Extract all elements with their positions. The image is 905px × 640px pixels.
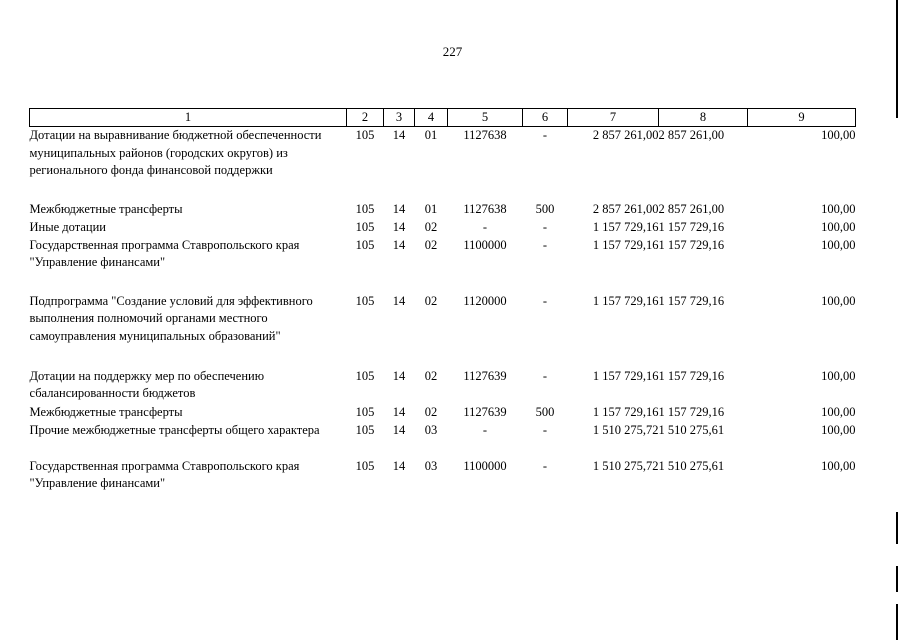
table-header bbox=[30, 109, 856, 127]
row-name: Прочие межбюджетные трансферты общего характера bbox=[29, 422, 320, 437]
header-col-8: 8 bbox=[659, 109, 748, 127]
page-number-text: 227 bbox=[442, 44, 463, 59]
row-code-section: 14 bbox=[392, 237, 406, 252]
row-planned: 1 157 729,16 bbox=[592, 293, 659, 308]
row-planned: 1 157 729,16 bbox=[592, 404, 659, 419]
row-code-target: 1127639 bbox=[463, 404, 507, 419]
row-code-section: 14 bbox=[392, 404, 406, 419]
table-row bbox=[30, 201, 856, 219]
row-code-subsection: 02 bbox=[424, 404, 438, 419]
row-code-subsection: 02 bbox=[424, 293, 438, 308]
row-percent: 100,00 bbox=[821, 237, 856, 252]
row-code-expense-type: - bbox=[542, 237, 548, 252]
row-code-ministry: 105 bbox=[355, 404, 375, 419]
header-col-9: 9 bbox=[748, 109, 856, 127]
row-planned: 1 157 729,16 bbox=[592, 219, 659, 234]
scan-edge-mark bbox=[896, 0, 898, 118]
scan-edge-mark bbox=[896, 566, 898, 592]
row-name: Подпрограмма "Создание условий для эффективного выполнения полномочий органами местного самоуправления муниципальных образований" bbox=[29, 293, 313, 343]
row-executed: 1 510 275,61 bbox=[658, 422, 725, 437]
row-code-expense-type: 500 bbox=[535, 201, 555, 216]
row-executed: 2 857 261,00 bbox=[658, 201, 725, 216]
row-code-target: - bbox=[482, 422, 488, 437]
page-number bbox=[0, 44, 905, 60]
row-code-expense-type: - bbox=[542, 128, 548, 142]
row-name: Государственная программа Ставропольского края "Управление финансами" bbox=[29, 458, 300, 490]
row-percent: 100,00 bbox=[821, 458, 856, 473]
row-code-section: 14 bbox=[392, 458, 406, 473]
table-body bbox=[30, 127, 856, 494]
row-code-ministry: 105 bbox=[355, 422, 375, 437]
row-name: Дотации на поддержку мер по обеспечению сбалансированности бюджетов bbox=[29, 368, 265, 400]
header-col-6: 6 bbox=[523, 109, 568, 127]
row-executed: 1 157 729,16 bbox=[658, 219, 725, 234]
row-executed: 1 157 729,16 bbox=[658, 293, 725, 308]
table-row bbox=[30, 237, 856, 293]
row-code-subsection: 01 bbox=[424, 201, 438, 216]
row-planned: 1 510 275,72 bbox=[592, 422, 659, 437]
row-planned: 1 510 275,72 bbox=[592, 458, 659, 473]
row-code-expense-type: - bbox=[542, 458, 548, 473]
row-code-expense-type: - bbox=[542, 368, 548, 383]
row-code-ministry: 105 bbox=[355, 128, 375, 142]
row-code-subsection: 03 bbox=[424, 458, 438, 473]
row-code-target: 1100000 bbox=[463, 237, 507, 252]
row-code-expense-type: - bbox=[542, 293, 548, 308]
row-executed: 2 857 261,00 bbox=[658, 128, 725, 142]
header-col-7: 7 bbox=[568, 109, 659, 127]
table-row bbox=[30, 404, 856, 422]
table-row bbox=[30, 368, 856, 404]
row-planned: 1 157 729,16 bbox=[592, 237, 659, 252]
row-code-subsection: 02 bbox=[424, 219, 438, 234]
row-executed: 1 157 729,16 bbox=[658, 237, 725, 252]
table-row bbox=[30, 219, 856, 237]
row-code-section: 14 bbox=[392, 128, 406, 142]
header-col-1: 1 bbox=[30, 109, 347, 127]
row-percent: 100,00 bbox=[821, 293, 856, 308]
row-name: Межбюджетные трансферты bbox=[29, 404, 183, 419]
row-code-ministry: 105 bbox=[355, 219, 375, 234]
row-code-section: 14 bbox=[392, 422, 406, 437]
header-col-4: 4 bbox=[415, 109, 448, 127]
row-code-ministry: 105 bbox=[355, 293, 375, 308]
row-planned: 2 857 261,00 bbox=[592, 201, 659, 216]
row-code-section: 14 bbox=[392, 368, 406, 383]
row-executed: 1 157 729,16 bbox=[658, 404, 725, 419]
row-name: Иные дотации bbox=[29, 219, 106, 234]
row-name: Государственная программа Ставропольского края "Управление финансами" bbox=[29, 237, 300, 269]
row-code-target: 1120000 bbox=[463, 293, 507, 308]
budget-table bbox=[29, 108, 856, 494]
row-code-expense-type: - bbox=[542, 219, 548, 234]
row-name: Межбюджетные трансферты bbox=[29, 201, 183, 216]
row-code-ministry: 105 bbox=[355, 368, 375, 383]
row-executed: 1 510 275,61 bbox=[658, 458, 725, 473]
scan-edge-mark bbox=[896, 512, 898, 544]
row-code-expense-type: 500 bbox=[535, 404, 555, 419]
row-code-section: 14 bbox=[392, 219, 406, 234]
table-row bbox=[30, 458, 856, 494]
row-percent: 100,00 bbox=[821, 422, 856, 437]
row-code-expense-type: - bbox=[542, 422, 548, 437]
header-col-2: 2 bbox=[347, 109, 384, 127]
row-code-subsection: 02 bbox=[424, 368, 438, 383]
header-row bbox=[30, 109, 856, 127]
row-percent: 100,00 bbox=[821, 219, 856, 234]
row-percent: 100,00 bbox=[821, 404, 856, 419]
row-percent: 100,00 bbox=[821, 201, 856, 216]
row-code-subsection: 01 bbox=[424, 128, 438, 142]
header-col-5: 5 bbox=[448, 109, 523, 127]
row-name: Дотации на выравнивание бюджетной обеспеченности муниципальных районов (городских округов) из регионального фонда финансовой поддержки bbox=[29, 128, 322, 177]
row-code-target: - bbox=[482, 219, 488, 234]
row-code-subsection: 02 bbox=[424, 237, 438, 252]
table-row bbox=[30, 127, 856, 201]
table-row bbox=[30, 293, 856, 368]
header-col-3: 3 bbox=[384, 109, 415, 127]
row-executed: 1 157 729,16 bbox=[658, 368, 725, 383]
scan-edge-mark bbox=[896, 604, 898, 640]
row-code-ministry: 105 bbox=[355, 201, 375, 216]
row-code-target: 1127639 bbox=[463, 368, 507, 383]
row-code-section: 14 bbox=[392, 201, 406, 216]
row-code-target: 1100000 bbox=[463, 458, 507, 473]
row-code-ministry: 105 bbox=[355, 237, 375, 252]
row-percent: 100,00 bbox=[821, 368, 856, 383]
row-code-target: 1127638 bbox=[463, 128, 507, 142]
row-code-ministry: 105 bbox=[355, 458, 375, 473]
row-planned: 2 857 261,00 bbox=[592, 128, 659, 142]
table-row bbox=[30, 422, 856, 458]
row-percent: 100,00 bbox=[821, 128, 856, 142]
row-planned: 1 157 729,16 bbox=[592, 368, 659, 383]
row-code-subsection: 03 bbox=[424, 422, 438, 437]
row-code-section: 14 bbox=[392, 293, 406, 308]
row-code-target: 1127638 bbox=[463, 201, 507, 216]
